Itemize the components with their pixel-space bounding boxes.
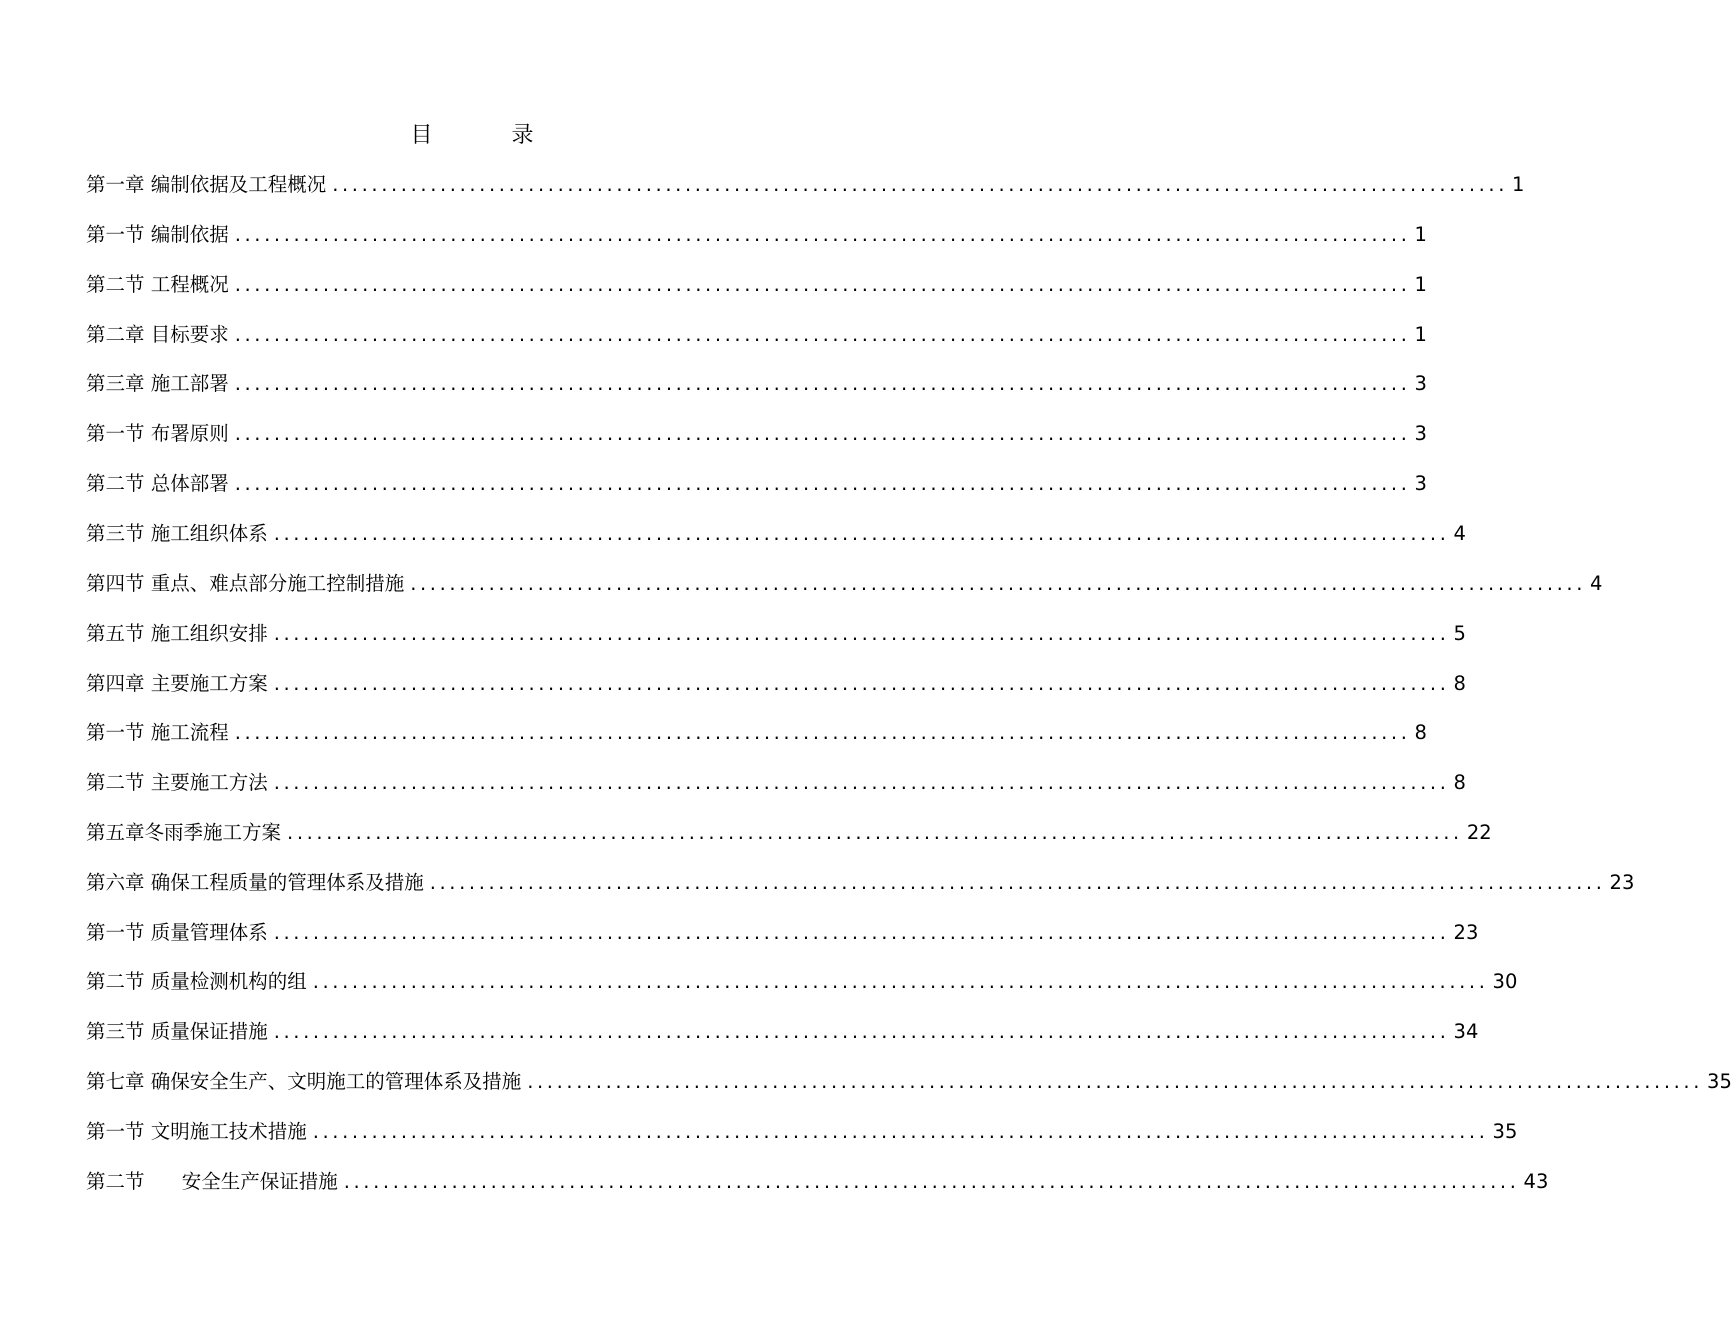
toc-entry-label: 第二章 目标要求 — [86, 323, 229, 346]
toc-leader: ........................................................................................................................ — [410, 572, 1587, 595]
toc-entry[interactable] — [86, 1017, 1479, 1047]
toc-leader: ........................................................................................................................ — [234, 422, 1411, 445]
toc-entry-label: 第一节 编制依据 — [86, 223, 229, 246]
toc-entry-page: 3 — [1414, 422, 1427, 445]
toc-leader: ........................................................................................................................ — [234, 323, 1411, 346]
toc-entry[interactable] — [86, 519, 1466, 549]
toc-entry-label: 第一章 编制依据及工程概况 — [86, 173, 327, 196]
toc-entry-page: 35 — [1492, 1120, 1518, 1143]
toc-entry[interactable] — [86, 569, 1603, 599]
toc-entry-label: 第三节 施工组织体系 — [86, 522, 268, 545]
toc-leader: ........................................................................................................................ — [234, 472, 1411, 495]
toc-leader: ........................................................................................................................ — [234, 721, 1411, 744]
toc-leader: ........................................................................................................................ — [234, 223, 1411, 246]
toc-entry[interactable] — [86, 619, 1466, 649]
toc-entry[interactable] — [86, 1117, 1518, 1147]
toc-entry-label: 第二节 总体部署 — [86, 472, 229, 495]
toc-entry[interactable] — [86, 918, 1479, 948]
toc-leader: ........................................................................................................................ — [429, 871, 1606, 894]
toc-entry-label: 第六章 确保工程质量的管理体系及措施 — [86, 871, 424, 894]
toc-entry-label: 第一节 文明施工技术措施 — [86, 1120, 307, 1143]
toc-entry-page: 4 — [1590, 572, 1603, 595]
toc-title: 目 录 — [410, 123, 570, 148]
toc-entry[interactable] — [86, 320, 1427, 350]
toc-entry-page: 8 — [1453, 771, 1466, 794]
toc-leader: ........................................................................................................................ — [234, 273, 1411, 296]
toc-entry-label: 第四节 重点、难点部分施工控制措施 — [86, 572, 405, 595]
toc-leader: ........................................................................................................................ — [273, 522, 1450, 545]
toc-entry-page: 30 — [1492, 970, 1518, 993]
toc-entry-page: 8 — [1453, 672, 1466, 695]
toc-entry-label: 第一节 施工流程 — [86, 721, 229, 744]
toc-entry-page: 34 — [1453, 1020, 1479, 1043]
toc-leader: ........................................................................................................................ — [234, 372, 1411, 395]
toc-entry-label: 第一节 布署原则 — [86, 422, 229, 445]
toc-entry-page: 1 — [1512, 173, 1525, 196]
toc-leader: ........................................................................................................................ — [273, 1020, 1450, 1043]
toc-entry[interactable] — [86, 419, 1427, 449]
toc-entry[interactable] — [86, 818, 1492, 848]
toc-entry-page: 5 — [1453, 622, 1466, 645]
toc-leader: ........................................................................................................................ — [312, 1120, 1489, 1143]
toc-entry[interactable] — [86, 1067, 1732, 1097]
toc-entry-label: 第五节 施工组织安排 — [86, 622, 268, 645]
toc-entry[interactable] — [86, 718, 1427, 748]
toc-entry[interactable] — [86, 369, 1427, 399]
toc-leader: ........................................................................................................................ — [273, 921, 1450, 944]
toc-leader: ........................................................................................................................ — [273, 672, 1450, 695]
toc-entry-label: 第五章冬雨季施工方案 — [86, 821, 282, 844]
toc-entry-label: 第二节 安全生产保证措施 — [86, 1170, 338, 1193]
toc-entry[interactable] — [86, 868, 1635, 898]
toc-leader: ........................................................................................................................ — [273, 622, 1450, 645]
toc-entry[interactable] — [86, 220, 1427, 250]
toc-entry-label: 第一节 质量管理体系 — [86, 921, 268, 944]
toc-entry-page: 3 — [1414, 372, 1427, 395]
toc-entry-label: 第二节 质量检测机构的组 — [86, 970, 307, 993]
toc-entry-page: 23 — [1609, 871, 1635, 894]
toc-entry-page: 1 — [1414, 323, 1427, 346]
toc-entry-label: 第四章 主要施工方案 — [86, 672, 268, 695]
toc-entry-page: 8 — [1414, 721, 1427, 744]
toc-entry-label: 第三节 质量保证措施 — [86, 1020, 268, 1043]
toc-entry-page: 1 — [1414, 223, 1427, 246]
toc-leader: ........................................................................................................................ — [343, 1170, 1520, 1193]
toc-entry[interactable] — [86, 469, 1427, 499]
toc-entry[interactable] — [86, 270, 1427, 300]
toc-entry-label: 第三章 施工部署 — [86, 372, 229, 395]
toc-entry-label: 第二节 主要施工方法 — [86, 771, 268, 794]
toc-entry[interactable] — [86, 967, 1518, 997]
toc-leader: ........................................................................................................................ — [332, 173, 1509, 196]
toc-entry-page: 3 — [1414, 472, 1427, 495]
toc-entry-label: 第二节 工程概况 — [86, 273, 229, 296]
toc-entry-page: 1 — [1414, 273, 1427, 296]
toc-entry-page: 22 — [1466, 821, 1492, 844]
toc-entry[interactable] — [86, 669, 1466, 699]
toc-leader: ........................................................................................................................ — [312, 970, 1489, 993]
toc-entry-page: 23 — [1453, 921, 1479, 944]
toc-leader: ........................................................................................................................ — [527, 1070, 1704, 1093]
toc-entry-label: 第七章 确保安全生产、文明施工的管理体系及措施 — [86, 1070, 522, 1093]
toc-entry[interactable] — [86, 1167, 1549, 1197]
toc-entry-page: 35 — [1707, 1070, 1732, 1093]
toc-entry[interactable] — [86, 768, 1466, 798]
toc-entry-page: 43 — [1523, 1170, 1549, 1193]
toc-leader: ........................................................................................................................ — [287, 821, 1463, 844]
toc-entry[interactable] — [86, 170, 1525, 200]
toc-leader: ........................................................................................................................ — [273, 771, 1450, 794]
toc-entry-page: 4 — [1453, 522, 1466, 545]
